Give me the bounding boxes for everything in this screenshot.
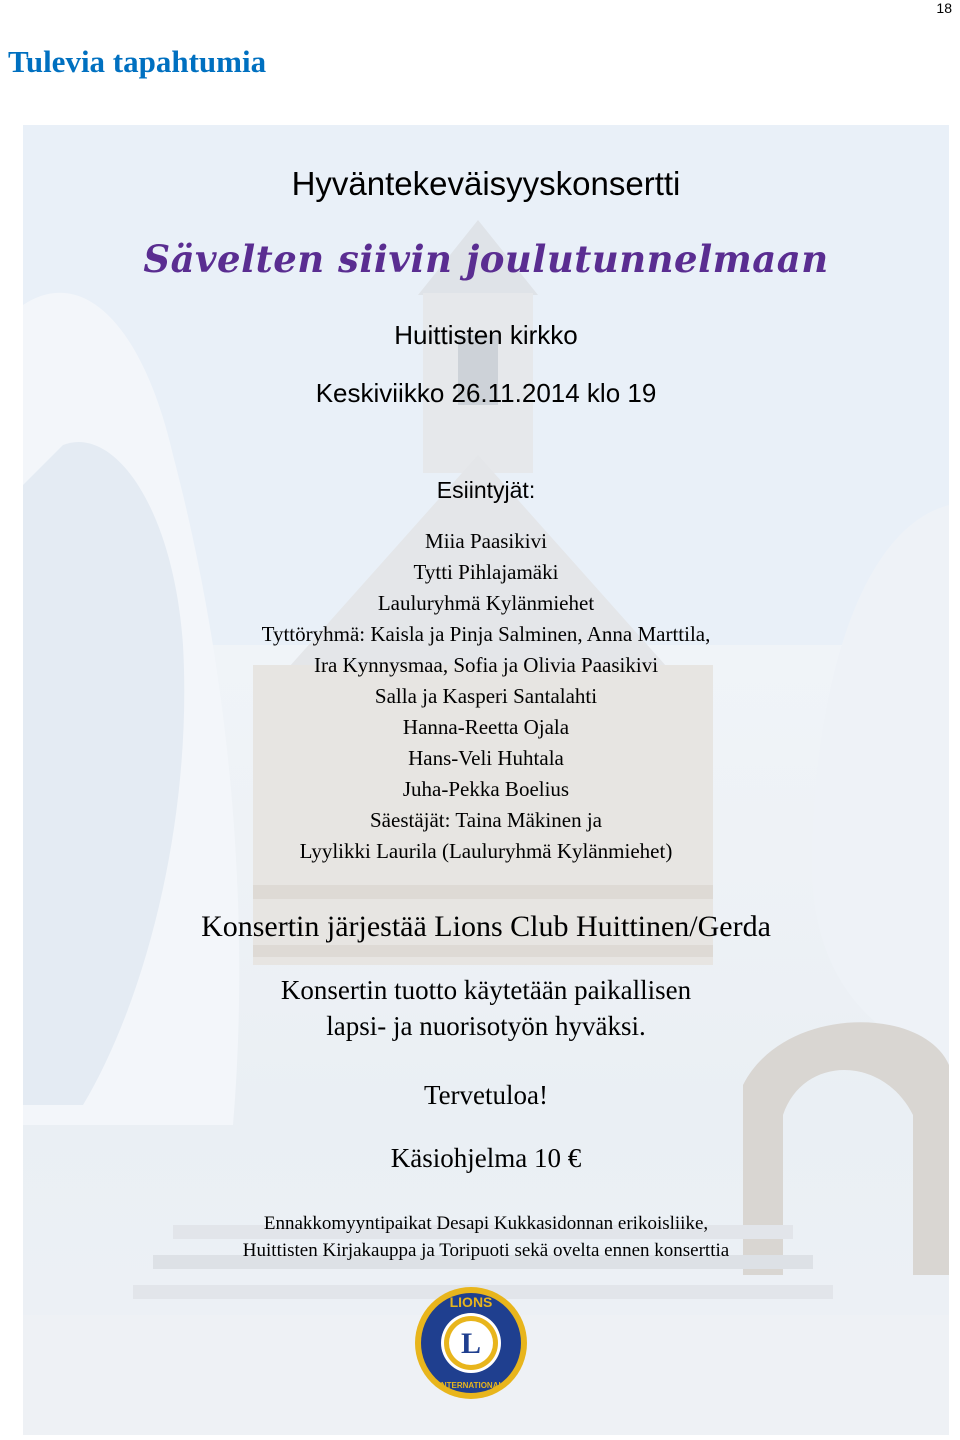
venue: Huittisten kirkko [394,320,578,350]
performer: Salla ja Kasperi Santalahti [374,684,598,708]
program-price: Käsiohjelma 10 € [390,1143,582,1173]
performer: Juha-Pekka Boelius [402,777,570,801]
section-title: Tulevia tapahtumia [8,44,267,79]
performer: Säestäjät: Taina Mäkinen ja [370,808,602,832]
performer: Hanna-Reetta Ojala [402,715,570,739]
performer: Tytti Pihlajamäki [413,560,559,584]
proceeds-line-1: Konsertin tuotto käytetään paikallisen [280,975,692,1005]
performer: Hans-Veli Huhtala [408,746,564,770]
performers-heading: Esiintyjät: [436,477,536,503]
presale-line-1: Ennakkomyyntipaikat Desapi Kukkasidonnan erikoisliike, [263,1213,709,1234]
concert-title: Hyväntekeväisyyskonsertti [291,165,681,202]
concert-subtitle: Sävelten siivin joulutunnelmaan [143,237,829,281]
presale-line-2: Huittisten Kirjakauppa ja Toripuoti sekä ovelta ennen konserttia [242,1240,730,1261]
date-time: Keskiviikko 26.11.2014 klo 19 [315,378,657,408]
logo-top-text: LIONS [449,1294,493,1310]
performer: Tyttöryhmä: Kaisla ja Pinja Salminen, Anna Marttila, [261,622,711,646]
performer: Ira Kynnysmaa, Sofia ja Olivia Paasikivi [313,653,659,677]
logo-bottom-text: INTERNATIONAL [438,1381,504,1390]
page-number: 18 [936,0,952,16]
performer: Lyylikki Laurila (Lauluryhmä Kylänmiehet) [299,839,673,863]
lions-club-logo [413,1285,529,1401]
welcome-text: Tervetuloa! [423,1080,549,1110]
proceeds-line-2: lapsi- ja nuorisotyön hyväksi. [326,1011,646,1041]
logo-letter: L [460,1327,482,1360]
performer: Miia Paasikivi [425,529,547,553]
event-poster [23,125,949,1435]
organizer: Konsertin järjestää Lions Club Huittinen/Gerda [201,910,771,943]
performer: Lauluryhmä Kylänmiehet [377,591,595,615]
